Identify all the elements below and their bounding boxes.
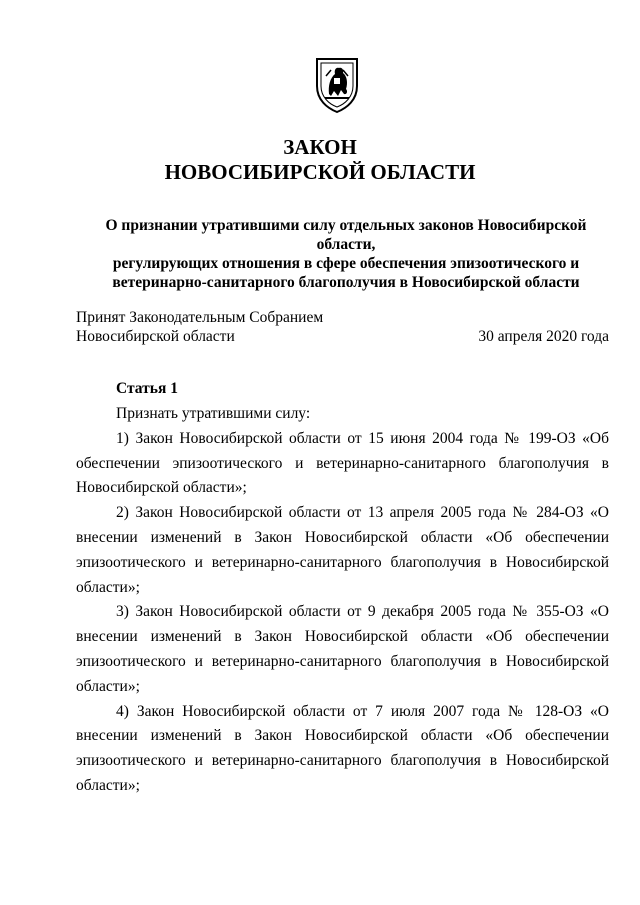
coat-of-arms-icon (314, 56, 360, 114)
law-title: ЗАКОН (283, 135, 357, 159)
list-item: 2) Закон Новосибирской области от 13 апреля 2005 года № 284-ОЗ «О внесении изменений в Закон Новосибирской области «Об обеспечении эпизоотического и ветеринарно-санитарного благополучия в Новосибирской области»; (76, 504, 609, 596)
law-subject-line: О признании утратившими силу отдельных законов Новосибирской области, (105, 217, 587, 253)
list-item: 4) Закон Новосибирской области от 7 июля 2007 года № 128-ОЗ «О внесении изменений в Закон Новосибирской области «Об обеспечении эпизоотического и ветеринарно-санитарного благополучия в Новосибирской области»; (76, 702, 609, 794)
article-intro: Признать утратившими силу: (116, 405, 311, 422)
adoption-body-line: Принят Законодательным Собранием (76, 309, 324, 326)
article-heading: Статья 1 (116, 380, 178, 397)
list-item: 3) Закон Новосибирской области от 9 декабря 2005 года № 355-ОЗ «О внесении изменений в Закон Новосибирской области «Об обеспечении эпизоотического и ветеринарно-санитарного благополучия в Новосибирской области»; (76, 603, 609, 695)
adoption-info (76, 308, 609, 346)
law-subject-line: ветеринарно-санитарного благополучия в Новосибирской области (112, 274, 580, 291)
article-body (76, 402, 609, 799)
list-item: 1) Закон Новосибирской области от 15 июня 2004 года № 199-ОЗ «Об обеспечении эпизоотического и ветеринарно-санитарного благополучия в Новосибирской области»; (76, 429, 609, 497)
adoption-body-line: Новосибирской области (76, 328, 235, 345)
law-subject-line: регулирующих отношения в сфере обеспечения эпизоотического и (112, 255, 580, 272)
adoption-date: 30 апреля 2020 года (478, 328, 609, 345)
law-subject (76, 216, 616, 292)
region-title: НОВОСИБИРСКОЙ ОБЛАСТИ (164, 160, 476, 184)
